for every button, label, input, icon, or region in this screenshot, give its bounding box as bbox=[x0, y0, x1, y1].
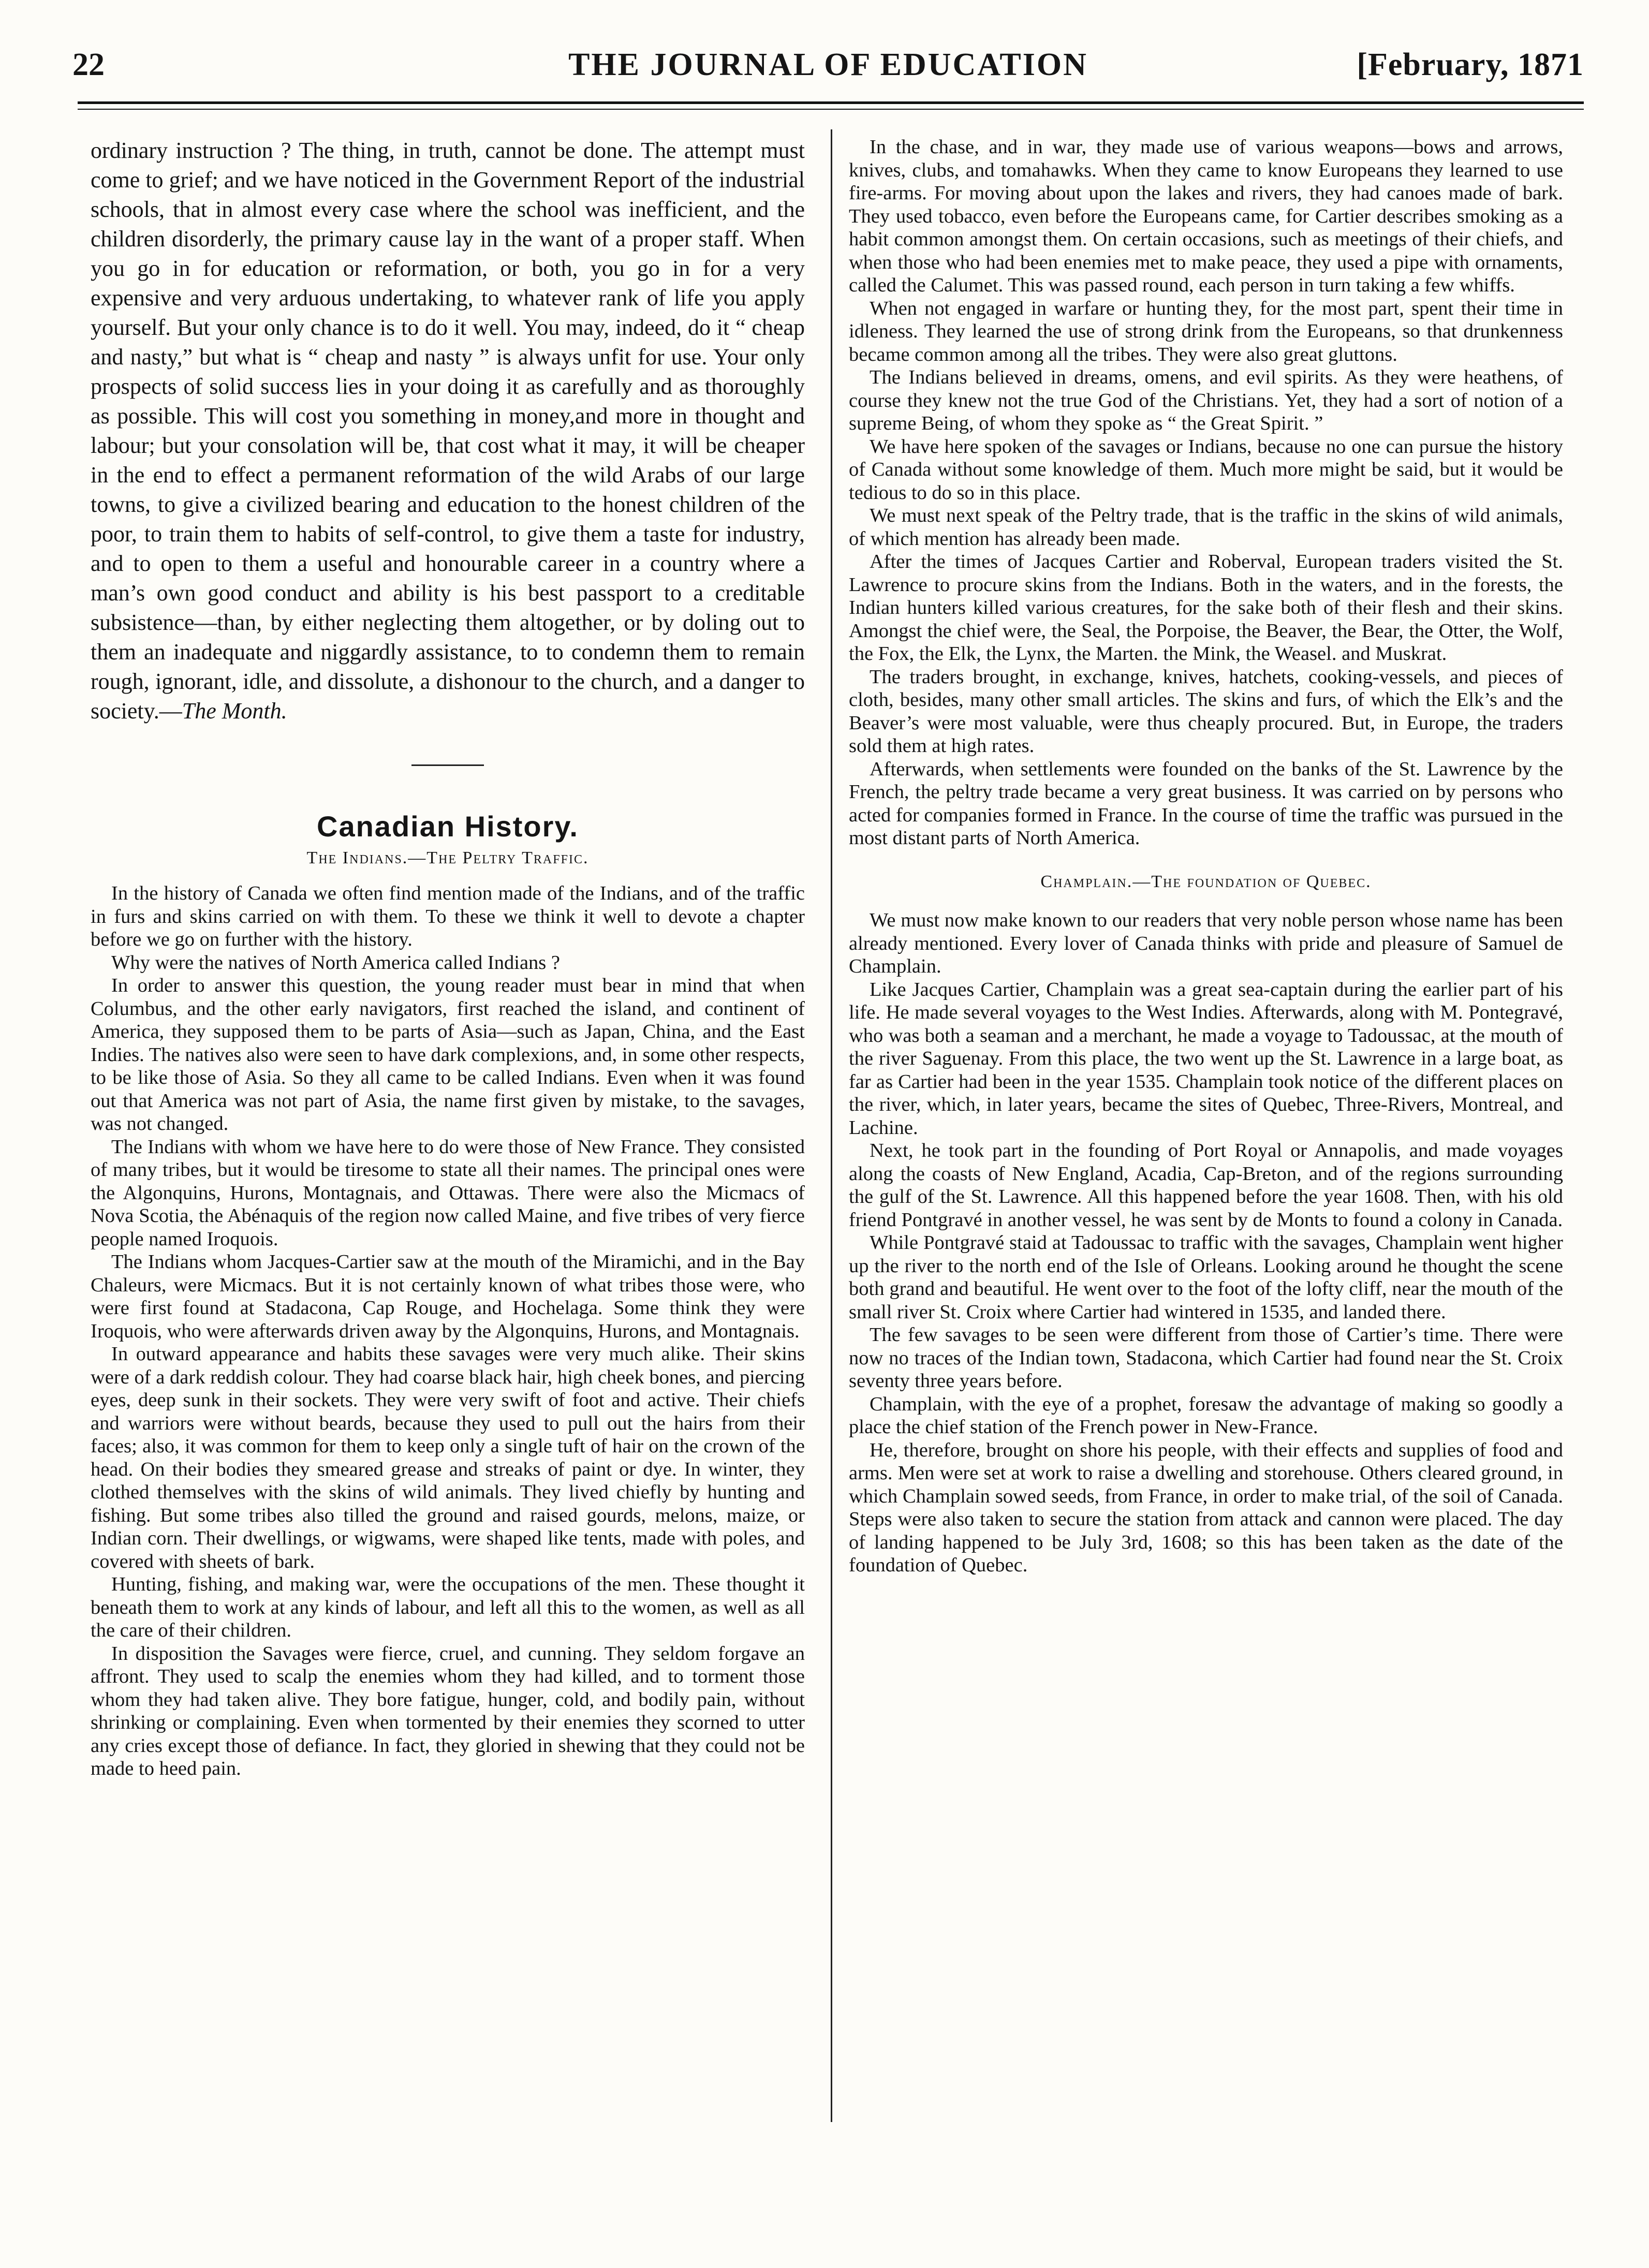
paragraph: We must now make known to our readers that very noble person whose name has been already mentioned. Every lover of Canada thinks with pride and pleasure of Samuel de Champlain. bbox=[849, 909, 1563, 977]
paragraph: Like Jacques Cartier, Champlain was a great sea-captain during the earlier part of his life. He made several voyages to the West Indies. Afterwards, along with M. Pontegravé, who was both a seaman and a merchant, he made a voyage to Tadoussac, at the mouth of the river Saguenay. From this place, the two went up the St. Lawrence in a large boat, as far as Cartier had been in the year 1535. Champlain took notice of the different places on the river, which, in later years, became the sites of Quebec, Three-Rivers, Montreal, and Lachine. bbox=[849, 978, 1563, 1139]
header-rule bbox=[78, 101, 1584, 104]
paragraph: The traders brought, in exchange, knives, hatchets, cooking-vessels, and pieces of cloth, besides, many other small articles. The skins and furs, of which the Elk’s and the Beaver’s were most valuable, were thus cheaply procured. But, in Europe, the traders sold them at high rates. bbox=[849, 666, 1563, 757]
paragraph: Next, he took part in the founding of Port Royal or Annapolis, and made voyages along the coasts of New England, Acadia, Cap-Breton, and of the regions surrounding the gulf of the St. Lawrence. All this happened before the year 1608. Then, with his old friend Pontgravé in another vessel, he was sent by de Monts to found a colony in Canada. bbox=[849, 1140, 1563, 1231]
paragraph: Why were the natives of North America called Indians ? bbox=[111, 951, 560, 974]
issue-date: [February, 1871 bbox=[1357, 47, 1584, 82]
previous-article-ending: ordinary instruction ? The thing, in truth, cannot be done. The attempt must come to grief; and we have noticed in the Government Report of the industrial schools, that in almost every case where the school was inefficient, and the children disorderly, the primary cause lay in the want of a proper staff. When you go in for education or reformation, or both, you go in for a very expensive and very arduous undertaking, to whatever rank of life you apply yourself. But your only chance is to do it well. You may, indeed, do it “ cheap and nasty,” but what is “ cheap and nasty ” is always unfit for use. Your only prospects of solid success lies in your doing it as carefully and as thoroughly as possible. This will cost you something in money,and more in thought and labour; but your consolation will be, that cost what it may, it will be cheaper in the end to effect a permanent reformation of the wild Arabs of our large towns, to give a civilized bearing and education to the honest children of the poor, to train them to habits of self-control, to give them a taste for industry, and to open to them a useful and honourable career in a country where a man’s own good conduct and ability is his best passport to a creditable subsistence—than, by either neglecting them altogether, or by doling out to them an inadequate and niggardly assistance, to to condemn them to remain rough, ignorant, idle, and dissolute, a dishonour to the church, and a danger to society.—The Month. bbox=[91, 138, 805, 724]
header-rule-thin bbox=[78, 109, 1584, 110]
journal-title: THE JOURNAL OF EDUCATION bbox=[568, 47, 1088, 82]
section-separator bbox=[411, 764, 484, 766]
page-header bbox=[72, 41, 1584, 98]
paragraph: In the history of Canada we often find mention made of the Indians, and of the traffic in furs and skins carried on with them. To these we think it well to devote a chapter before we go on further with the history. bbox=[91, 882, 805, 950]
paragraph: The Indians whom Jacques-Cartier saw at the mouth of the Miramichi, and in the Bay Chaleurs, were Micmacs. But it is not certainly known of what tribes those were, who were first found at Stadacona, Cap Rouge, and Hochelaga. Some think they were Iroquois, who were afterwards driven away by the Algonquins, Hurons, and Montagnais. bbox=[91, 1251, 805, 1342]
paragraph: Afterwards, when settlements were founded on the banks of the St. Lawrence by the French, the peltry trade became a very great business. It was carried on by persons who acted for companies formed in France. In the course of time the traffic was pursued in the most distant parts of North America. bbox=[849, 758, 1563, 849]
paragraph: The Indians with whom we have here to do were those of New France. They consisted of many tribes, but it would be tiresome to state all their names. The principal ones were the Algonquins, Hurons, Montagnais, and Ottawas. There were also the Micmacs of Nova Scotia, the Abénaquis of the region now called Maine, and five tribes of very fierce people named Iroquois. bbox=[91, 1136, 805, 1250]
paragraph: He, therefore, brought on shore his people, with their effects and supplies of food and arms. Men were set at work to raise a dwelling and storehouse. Others cleared ground, in which Champlain sowed seeds, from France, in order to make trial, of the soil of Canada. Steps were also taken to secure the station from attack and cannon were placed. The day of landing happened to be July 3rd, 1608; so this has been taken as the date of the foundation of Quebec. bbox=[849, 1439, 1563, 1576]
paragraph: In outward appearance and habits these savages were very much alike. Their skins were of a dark reddish colour. They had coarse black hair, high cheek bones, and piercing eyes, deep sunk in their sockets. They were very swift of foot and active. Their chiefs and warriors were without beards, because they used to pull out the hairs from their faces; also, it was common for them to keep only a single tuft of hair on the crown of the head. On their bodies they smeared grease and streaks of paint or dye. In winter, they clothed themselves with the skins of wild animals. They lived chiefly by hunting and fishing. But some tribes also tilled the ground and raised gourds, melons, maize, or Indian corn. Their dwellings, or wigwams, were shaped like tents, made with poles, and covered with sheets of bark. bbox=[91, 1343, 805, 1572]
column-divider bbox=[831, 129, 832, 2122]
page-number: 22 bbox=[72, 47, 105, 82]
right-column bbox=[849, 136, 1563, 1577]
paragraph: In disposition the Savages were fierce, cruel, and cunning. They seldom forgave an affront. They used to scalp the enemies whom they had killed, and to torment those whom they had taken alive. They bore fatigue, hunger, cold, and bodily pain, without shrinking or complaining. Even when tormented by their enemies they scorned to utter any cries except those of defiance. In fact, they gloried in shewing that they could not be made to heed pain. bbox=[91, 1642, 805, 1779]
article-end-text: ordinary instruction ? The thing, in truth, cannot be done. The attempt must come to grief; and we have noticed in the Government Report of the industrial schools, that in almost every case where the school was inefficient, and the children disorderly, the primary cause lay in the want of a proper staff. When you go in for education or reformation, or both, you go in for a very expensive and very arduous undertaking, to whatever rank of life you apply yourself. But your only chance is to do it well. You may, indeed, do it “ cheap and nasty,” but what is “ cheap and nasty ” is always unfit for use. Your only prospects of solid success lies in your doing it as carefully and as thoroughly as possible. This will cost you something in money,and more in thought and labour; but your consolation will be, that cost what it may, it will be cheaper in the end to effect a permanent reformation of the wild Arabs of our large towns, to give a civilized bearing and education to the honest children of the poor, to train them to habits of self-control, to give them a taste for industry, and to open to them a useful and honourable career in a country where a man’s own good conduct and ability is his best passport to a creditable subsistence—than, by either neglecting them altogether, or by doling out to them an inadequate and niggardly assistance, to to condemn them to remain rough, ignorant, idle, and dissolute, a dishonour to the church, and a danger to society. bbox=[91, 138, 805, 724]
section-heading: Canadian History. bbox=[317, 810, 579, 843]
paragraph: The Indians believed in dreams, omens, and evil spirits. As they were heathens, of course they knew not the true God of the Christians. Yet, they had a sort of notion of a supreme Being, of whom they spoke as “ the Great Spirit. ” bbox=[849, 366, 1563, 434]
paragraph: While Pontgravé staid at Tadoussac to traffic with the savages, Champlain went higher up the river to the north end of the Isle of Orleans. Looking around he thought the scene both grand and beautiful. He went over to the foot of the lofty cliff, near the mouth of the small river St. Croix where Cartier had wintered in 1535, and landed there. bbox=[849, 1232, 1563, 1323]
paragraph: Hunting, fishing, and making war, were the occupations of the men. These thought it beneath them to work at any kinds of labour, and left all this to the women, as well as all the care of their children. bbox=[91, 1573, 805, 1641]
paragraph: When not engaged in warfare or hunting they, for the most part, spent their time in idleness. They learned the use of strong drink from the Europeans, so that drunkenness became common among all the tribes. They were also great gluttons. bbox=[849, 297, 1563, 365]
left-column bbox=[91, 136, 805, 1780]
paragraph: We must next speak of the Peltry trade, that is the traffic in the skins of wild animals, of which mention has already been made. bbox=[849, 505, 1563, 550]
paragraph: Champlain, with the eye of a prophet, foresaw the advantage of making so goodly a place the chief station of the French power in New-France. bbox=[849, 1393, 1563, 1438]
paragraph: In the chase, and in war, they made use of various weapons—bows and arrows, knives, clubs, and tomahawks. When they came to know Europeans they learned to use fire-arms. For moving about upon the lakes and rivers, they had canoes made of bark. They used tobacco, even before the Europeans came, for Cartier describes smoking as a habit common amongst them. On certain occasions, such as meetings of their chiefs, and when those who had been enemies met to make peace, they used a pipe with ornaments, called the Calumet. This was passed round, each person in turn taking a few whiffs. bbox=[849, 136, 1563, 296]
paragraph: In order to answer this question, the young reader must bear in mind that when Columbus, and the other early navigators, first reached the island, and continent of America, they supposed them to be parts of Asia—such as Japan, China, and the East Indies. The natives also were seen to have dark complexions, and, in some other respects, to be like those of Asia. So they all came to be called Indians. Even when it was found out that America was not part of Asia, the name first given by mistake, to the savages, was not changed. bbox=[91, 975, 805, 1135]
paragraph: We have here spoken of the savages or Indians, because no one can pursue the history of Canada without some knowledge of them. Much more might be said, but it would be tedious to do so in this place. bbox=[849, 435, 1563, 504]
subheading: The Indians.—The Peltry Traffic. bbox=[306, 848, 589, 867]
subheading-champlain: Champlain.—The foundation of Quebec. bbox=[1040, 872, 1372, 891]
paragraph: The few savages to be seen were different from those of Cartier’s time. There were now no traces of the Indian town, Stadacona, which Cartier had found near the St. Croix seventy three years before. bbox=[849, 1324, 1563, 1392]
paragraph: After the times of Jacques Cartier and Roberval, European traders visited the St. Lawrence to procure skins from the Indians. Both in the waters, and in the forests, the Indian hunters killed various creatures, for the sake both of their flesh and their skins. Amongst the chief were, the Seal, the Porpoise, the Beaver, the Bear, the Otter, the Wolf, the Fox, the Elk, the Lynx, the Marten. the Mink, the Weasel. and Muskrat. bbox=[849, 551, 1563, 665]
article-source: The Month. bbox=[182, 698, 287, 724]
